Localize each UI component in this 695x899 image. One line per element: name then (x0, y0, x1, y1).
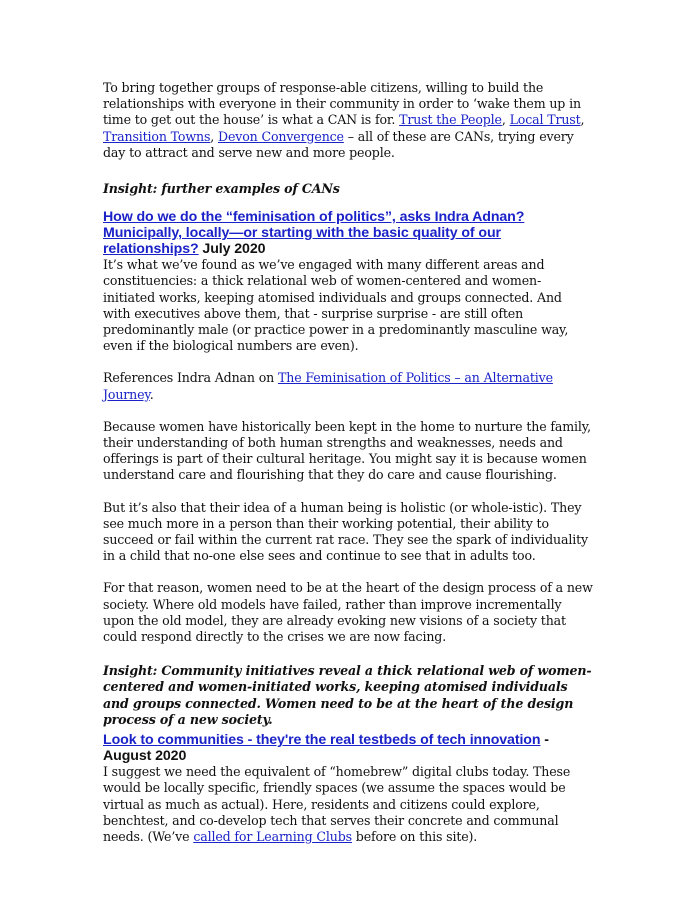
article-2-heading (103, 732, 593, 764)
link-learning-clubs[interactable]: called for Learning Clubs (193, 828, 352, 844)
article-1-paragraph-2: Because women have historically been kept in the home to nurture the family, their understanding of both human strengths and weaknesses, needs and offerings is part of their cultural heritage. You might say it is because women understand care and flourishing that they do care and cause flourishing. (103, 418, 591, 483)
intro-tail: – all of these are CANs, trying every day to attract and serve new and more people. (103, 128, 574, 160)
link-local-trust[interactable]: Local Trust (509, 112, 581, 128)
article-1-title-link[interactable]: How do we do the “feminisation of politics”, asks Indra Adnan? Municipally, locally—or starting with the basic quality of our relationships? (103, 209, 525, 258)
article-2-date: - August 2020 (103, 732, 549, 765)
intro-paragraph: To bring together groups of response-able citizens, willing to build the relationships with everyone in their community in order to ‘wake them up in time to get out the house’ is what a CAN is for. Trust the People, Local Trust, Transition Towns, Devon Convergence – all of these are CANs, trying every day to attract and serve new and more people. (103, 80, 585, 160)
intro-text: To bring together groups of response-able citizens, willing to build the relationships with everyone in their community in order to ‘wake them up in time to get out the house’ is what a CAN is for. (103, 80, 581, 128)
link-trust-the-people[interactable]: Trust the People (399, 112, 502, 128)
article-1-date: July 2020 (198, 241, 266, 258)
link-feminisation-of-politics[interactable]: The Feminisation of Politics – an Alternative Journey (103, 370, 553, 402)
document-page (103, 80, 593, 845)
article-1-body: It’s what we’ve found as we’ve engaged with many different areas and constituencies: a thick relational web of women-centered and women-initiated works, keeping atomised individuals and groups connected. And with executives above them, that - surprise surprise - are still often predominantly male (or practice power in a predominantly masculine way, even if the biological numbers are even). (103, 257, 569, 354)
article-2-title-link[interactable]: Look to communities - they're the real testbeds of tech innovation (103, 732, 541, 749)
article-1-paragraph-3: But it’s also that their idea of a human being is holistic (or whole-istic). They see much more in a person than their working potential, their ability to succeed or fail within the current rat race. They see the spark of individuality in a child that no-one else sees and continue to see that in adults too. (103, 499, 588, 564)
insight-heading-1: Insight: further examples of CANs (103, 181, 340, 197)
article-1-paragraph-4: For that reason, women need to be at the heart of the design process of a new society. Where old models have failed, rather than improve incrementally upon the old model, they are already evoking new visions of a society that could respond directly to the crises we are now facing. (103, 580, 593, 645)
link-devon-convergence[interactable]: Devon Convergence (218, 128, 344, 144)
insight-heading-2: Insight: Community initiatives reveal a thick relational web of women-centered and women-initiated works, keeping atomised individuals and groups connected. Women need to be at the heart of the design process of a new society. (103, 663, 592, 727)
article-1-heading (103, 209, 593, 257)
article-2-body: I suggest we need the equivalent of “homebrew” digital clubs today. These would be locally specific, friendly spaces (we assume the spaces would be virtual as much as actual). Here, residents and citizens could explore, benchtest, and co-develop tech that serves their concrete and communal needs. (We’ve called for Learning Clubs before on this site). (103, 764, 571, 844)
link-transition-towns[interactable]: Transition Towns (103, 128, 211, 144)
article-1-reference: References Indra Adnan on The Feminisation of Politics – an Alternative Journey. (103, 370, 553, 402)
